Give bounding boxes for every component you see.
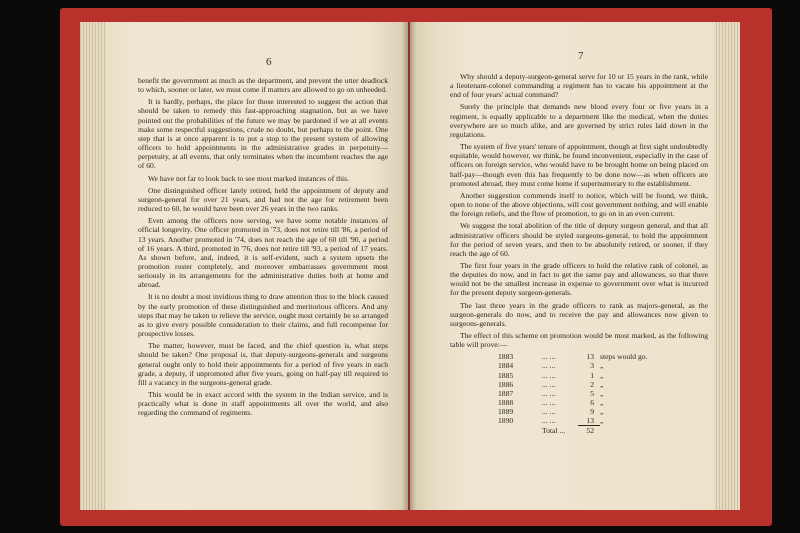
table-row — [498, 380, 653, 389]
unit-cell: „ — [600, 388, 604, 398]
year-cell: 1885 — [498, 370, 514, 380]
dots-cell: ... ... — [542, 406, 556, 416]
table-row — [498, 352, 653, 361]
table-total-row — [498, 426, 653, 436]
left-page-edges — [80, 22, 106, 510]
value-cell: 13 — [586, 352, 594, 362]
promotion-table — [498, 352, 653, 435]
year-cell: 1884 — [498, 361, 514, 371]
paragraph: The last three years in the grade officers to rank as majors-general, as the surgeon-generals do now, and to receive the pay and allowances now given to surgeons-generals. — [450, 300, 708, 328]
right-page-edges — [714, 22, 740, 510]
value-cell: 9 — [590, 406, 594, 416]
left-page-number: 6 — [266, 56, 272, 68]
year-cell: 1889 — [498, 406, 514, 416]
table-row — [498, 398, 653, 407]
paragraph: We suggest the total abolition of the title of deputy surgeon general, and that all administrative officers should be styled surgeons-general, to hold the appointment for the period of seven years, and then to be absolutely retired, or sooner, if they reach the age of 60. — [450, 221, 708, 258]
paragraph: benefit the government as much as the department, and prevent the utter deadlock to which, sooner or later, we must come if matters are allowed to go on unheeded. — [138, 76, 388, 95]
paragraph: We have not far to look back to see most marked instances of this. — [148, 173, 349, 183]
value-cell: 6 — [590, 397, 594, 407]
right-page-text — [450, 72, 708, 435]
value-cell: 5 — [590, 388, 594, 398]
paragraph: This would be in exact accord with the system in the Indian service, and is practically what is done in staff appointments all over the world, and also regarding the command of regiments. — [138, 390, 388, 418]
value-cell: 1 — [590, 370, 594, 380]
dots-cell: ... ... — [542, 416, 556, 426]
dots-cell: ... ... — [542, 388, 556, 398]
unit-cell: „ — [600, 379, 604, 389]
value-cell: 3 — [590, 361, 594, 371]
year-cell: 1883 — [498, 352, 514, 362]
dots-cell: ... ... — [542, 352, 556, 362]
paragraph: The first four years in the grade officers to hold the relative rank of colonel, as the deputies do now, and in fact to get the same pay and allowances, so that there would not be the smallest increase in expense to government over what is incurred for the present deputy surgeon-generals. — [450, 260, 708, 298]
paragraph: Even among the officers now serving, we have some notable instances of official longevity. One officer promoted in '73, does not retire till '86, a period of 13 years. Another promoted in '74, does not reach the age of 60 till '90, a period of 16 years. A third, promoted in '76, does not retire till '93, a period of 17 years. As shown before, and, indeed, it is self-evident, such a system upsets the promotion roster completely, and moreover embarrasses government most seriously in its arrangements for the administrative duties both at home and abroad. — [138, 216, 388, 290]
right-page-number: 7 — [578, 50, 584, 62]
paragraph: The matter, however, must be faced, and the chief question is, what steps should be taken? One proposal is, that deputy-surgeons-generals and surgeons general ought only to hold their appointments for a period of five years in each grade, a deputy, if unpromoted after five years, going on half-pay till required to fill a vacancy in the surgeons-general grade. — [138, 341, 388, 387]
unit-cell: steps would go. — [600, 352, 648, 362]
year-cell: 1887 — [498, 388, 514, 398]
paragraph: The system of five years' tenure of appointment, though at first sight undoubtedly equitable, would however, we think, be found inconvenient, especially in the case of officers on foreign service, who would have to be brought home on being placed on half-pay—though even this has frequently to be done now—as when officers are promoted abroad, they must come home if supernumerary to the establishment. — [450, 142, 708, 188]
dots-cell: ... ... — [542, 379, 556, 389]
dots-cell: ... ... — [542, 397, 556, 407]
paragraph: The effect of this scheme on promotion would be most marked, as the following table will prove:— — [450, 331, 708, 350]
paragraph: Why should a deputy-surgeon-general serve for 10 or 15 years in the rank, while a lieutenant-colonel commanding a regiment has to vacate his appointment at the end of four years' actual command? — [450, 72, 708, 100]
table-row — [498, 371, 653, 380]
table-row — [498, 389, 653, 398]
dots-cell: ... ... — [542, 370, 556, 380]
paragraph: Another suggestion commends itself to notice, which will be found, we think, open to none of the above objections, will cost government nothing, and will enable the foreign reliefs, and the flow of promotion, to go on in an even current. — [450, 190, 708, 219]
paragraph: Surely the principle that demands new blood every four or five years in a regiment, is equally applicable to a department like the medical, when the duties everywhere are so much alike, and are governed by strict rules laid down in the regulations. — [450, 102, 708, 139]
year-cell: 1890 — [498, 416, 514, 426]
year-cell: 1888 — [498, 397, 514, 407]
table-row — [498, 361, 653, 370]
unit-cell: „ — [600, 416, 604, 426]
total-value: 52 — [578, 426, 600, 436]
unit-cell: „ — [600, 370, 604, 380]
paragraph: It is no doubt a most invidious thing to draw attention thus to the block caused by the early promotion of these distinguished and meritorious officers. And any steps that may be taken to relieve the service, ought most certainly be so arranged as to give every possible consideration to their claims, and full recompense for prospective losses. — [138, 292, 388, 339]
value-cell: 2 — [590, 379, 594, 389]
value-cell: 13 — [586, 416, 594, 426]
paragraph: One distinguished officer lately retired, held the appointment of deputy and surgeon-general for over 21 years, and had not the age for retirement been reduced to 60, he would have been over 26 years in the two ranks. — [138, 185, 388, 214]
left-page-text — [138, 76, 388, 420]
table-row — [498, 416, 653, 426]
paragraph: It is hardly, perhaps, the place for those interested to suggest the action that should be taken to remedy this fast-approaching stagnation, but as we have pointed out the probabilities of the future we may be pardoned if we at all events make some respectful suggestions, crude no doubt, but perhaps to the point. One step that is at once apparent is to put a stop to the present system of allowing officers to hold appointments in the administrative grades in perpetuity—perpetuity, at all events, that only terminates when the incumbent reaches the age of 60. — [138, 97, 388, 171]
total-label: Total ... — [542, 425, 566, 435]
year-cell: 1886 — [498, 379, 514, 389]
unit-cell: „ — [600, 361, 604, 371]
table-row — [498, 407, 653, 416]
dots-cell: ... ... — [542, 361, 556, 371]
unit-cell: „ — [600, 397, 604, 407]
book-gutter — [402, 22, 416, 510]
unit-cell: „ — [600, 406, 604, 416]
